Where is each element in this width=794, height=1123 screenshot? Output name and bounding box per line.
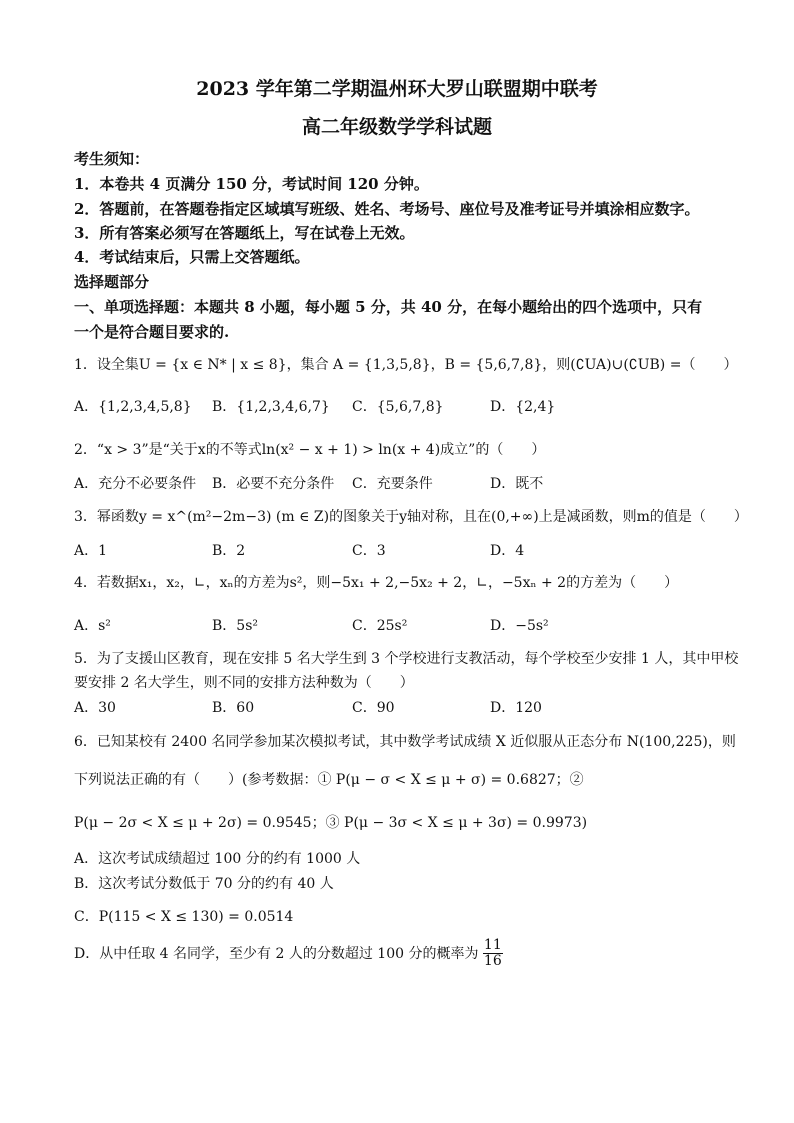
exam-subtitle: 高二年级数学学科试题 (301, 116, 492, 138)
question-1-option-a: A．{1,2,3,4,5,8} (74, 399, 192, 415)
question-1-stem: 1．设全集U = {x ∈ N* | x ≤ 8}，集合 A = {1,3,5,8}，B = {5,6,7,8}，则(∁UA)∪(∁UB) =（ ） (74, 357, 738, 373)
question-6-option-c: C．P(115 < X ≤ 130) = 0.0514 (74, 909, 294, 925)
question-4-option-a: A．s² (74, 618, 111, 634)
question-6-stem: 6．已知某校有 2400 名同学参加某次模拟考试，其中数学考试成绩 X 近似服从正态分布 N(100,225)，则 (74, 734, 736, 750)
question-6-option-b: B．这次考试分数低于 70 分的约有 40 人 (74, 876, 334, 892)
question-6-option-d-text: D．从中任取 4 名同学，至少有 2 人的分数超过 100 分的概率为 (74, 945, 479, 962)
question-5-stem: 5．为了支援山区教育，现在安排 5 名大学生到 3 个学校进行支教活动，每个学校至少安排 1 人，其中甲校 (74, 651, 739, 667)
question-2-option-a: A．充分不必要条件 (74, 476, 197, 492)
question-3-option-c: C．3 (352, 543, 386, 559)
question-1-option-d: D．{2,4} (490, 399, 556, 415)
notice-heading: 考生须知： (74, 150, 150, 168)
question-5-option-d: D．120 (490, 700, 542, 716)
question-2-option-b: B．必要不充分条件 (212, 476, 335, 492)
question-3-option-a: A．1 (74, 543, 108, 559)
section-instruction: 一、单项选择题：本题共 8 小题，每小题 5 分，共 40 分，在每小题给出的四个选项中，只有 (74, 298, 703, 316)
notice-item: 2．答题前，在答题卷指定区域填写班级、姓名、考场号、座位号及准考证号并填涂相应数字。 (74, 200, 700, 218)
question-2-stem: 2．“x > 3”是“关于x的不等式ln(x² − x + 1) > ln(x + 4)成立”的（ ） (74, 442, 546, 458)
question-3-stem: 3．幂函数y = x^(m²−2m−3) (m ∈ Z)的图象关于y轴对称，且在(0,+∞)上是减函数，则m的值是（ ） (74, 509, 748, 525)
question-6-option-d (74, 938, 503, 970)
exam-title: 2023 学年第二学期温州环大罗山联盟期中联考 (196, 78, 598, 100)
question-4-stem: 4．若数据x₁，x₂，∟，xₙ的方差为s²，则−5x₁ + 2,−5x₂ + 2，∟，−5xₙ + 2的方差为（ ） (74, 575, 679, 591)
question-3-option-b: B．2 (212, 543, 246, 559)
question-3-option-d: D．4 (490, 543, 525, 559)
question-6-option-a: A．这次考试成绩超过 100 分的约有 1000 人 (74, 851, 361, 867)
question-1-option-b: B．{1,2,3,4,6,7} (212, 399, 330, 415)
question-2-option-d: D．既不 (490, 476, 544, 492)
fraction-numerator: 11 (483, 937, 502, 953)
notice-item: 3．所有答案必须写在答题纸上，写在试卷上无效。 (74, 224, 415, 242)
question-6-stem-cont: 下列说法正确的有（ ）(参考数据：① P(μ − σ < X ≤ μ + σ) = 0.6827；② (74, 772, 584, 788)
question-5-option-c: C．90 (352, 700, 395, 716)
fraction-denominator: 16 (483, 953, 502, 970)
fraction (483, 938, 503, 970)
question-2-option-c: C．充要条件 (352, 476, 433, 492)
question-4-option-c: C．25s² (352, 618, 408, 634)
notice-item: 1．本卷共 4 页满分 150 分，考试时间 120 分钟。 (74, 175, 429, 193)
question-5-option-b: B．60 (212, 700, 255, 716)
question-4-option-d: D．−5s² (490, 618, 549, 634)
question-4-option-b: B．5s² (212, 618, 258, 634)
section-label: 选择题部分 (74, 273, 150, 291)
section-instruction: 一个是符合题目要求的. (74, 323, 230, 341)
notice-item: 4．考试结束后，只需上交答题纸。 (74, 248, 310, 266)
question-5-stem-cont: 要安排 2 名大学生，则不同的安排方法种数为（ ） (74, 675, 414, 691)
question-1-option-c: C．{5,6,7,8} (352, 399, 444, 415)
question-6-stem-cont: P(μ − 2σ < X ≤ μ + 2σ) = 0.9545；③ P(μ − 3σ < X ≤ μ + 3σ) = 0.9973) (74, 815, 588, 831)
question-5-option-a: A．30 (74, 700, 116, 716)
